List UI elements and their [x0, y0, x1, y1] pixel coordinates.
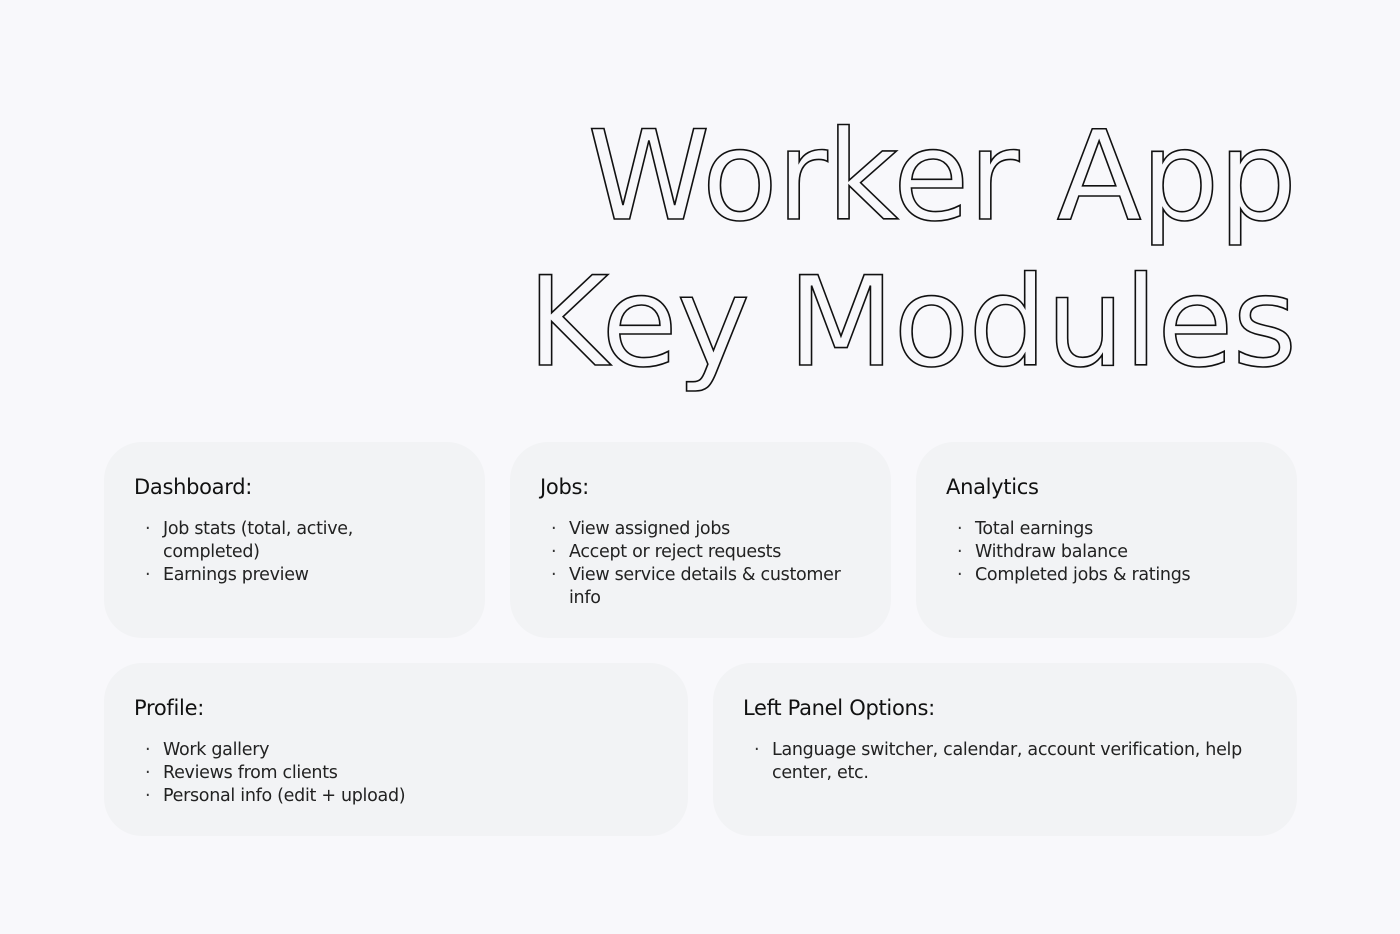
jobs-heading: Jobs: [540, 475, 589, 499]
analytics-card [916, 442, 1297, 638]
list-item: · Language switcher, calendar, account verification, help center, etc. [743, 739, 1267, 785]
list-item: · Earnings preview [134, 564, 455, 587]
analytics-list [946, 518, 1267, 587]
left-panel-options-list [743, 739, 1267, 785]
list-item: · Accept or reject requests [540, 541, 861, 564]
list-item: · Withdraw balance [946, 541, 1267, 564]
jobs-list [540, 518, 861, 610]
page-title-line-1: Worker App [587, 105, 1296, 249]
left-panel-options-heading: Left Panel Options: [743, 696, 935, 720]
list-item: · Total earnings [946, 518, 1267, 541]
list-item: · Personal info (edit + upload) [134, 785, 658, 808]
jobs-card [510, 442, 891, 638]
list-item: · Reviews from clients [134, 762, 658, 785]
page-title-line-2: Key Modules [527, 251, 1296, 395]
profile-heading: Profile: [134, 696, 204, 720]
dashboard-list [134, 518, 455, 587]
list-item: · View service details & customer info [540, 564, 861, 610]
list-item: · View assigned jobs [540, 518, 861, 541]
analytics-heading: Analytics [946, 475, 1039, 499]
page-title [527, 104, 1296, 396]
list-item: · Job stats (total, active, completed) [134, 518, 455, 564]
list-item: · Completed jobs & ratings [946, 564, 1267, 587]
profile-card [104, 663, 688, 836]
left-panel-options-card [713, 663, 1297, 836]
dashboard-heading: Dashboard: [134, 475, 253, 499]
list-item: · Work gallery [134, 739, 658, 762]
profile-list [134, 739, 658, 808]
dashboard-card [104, 442, 485, 638]
